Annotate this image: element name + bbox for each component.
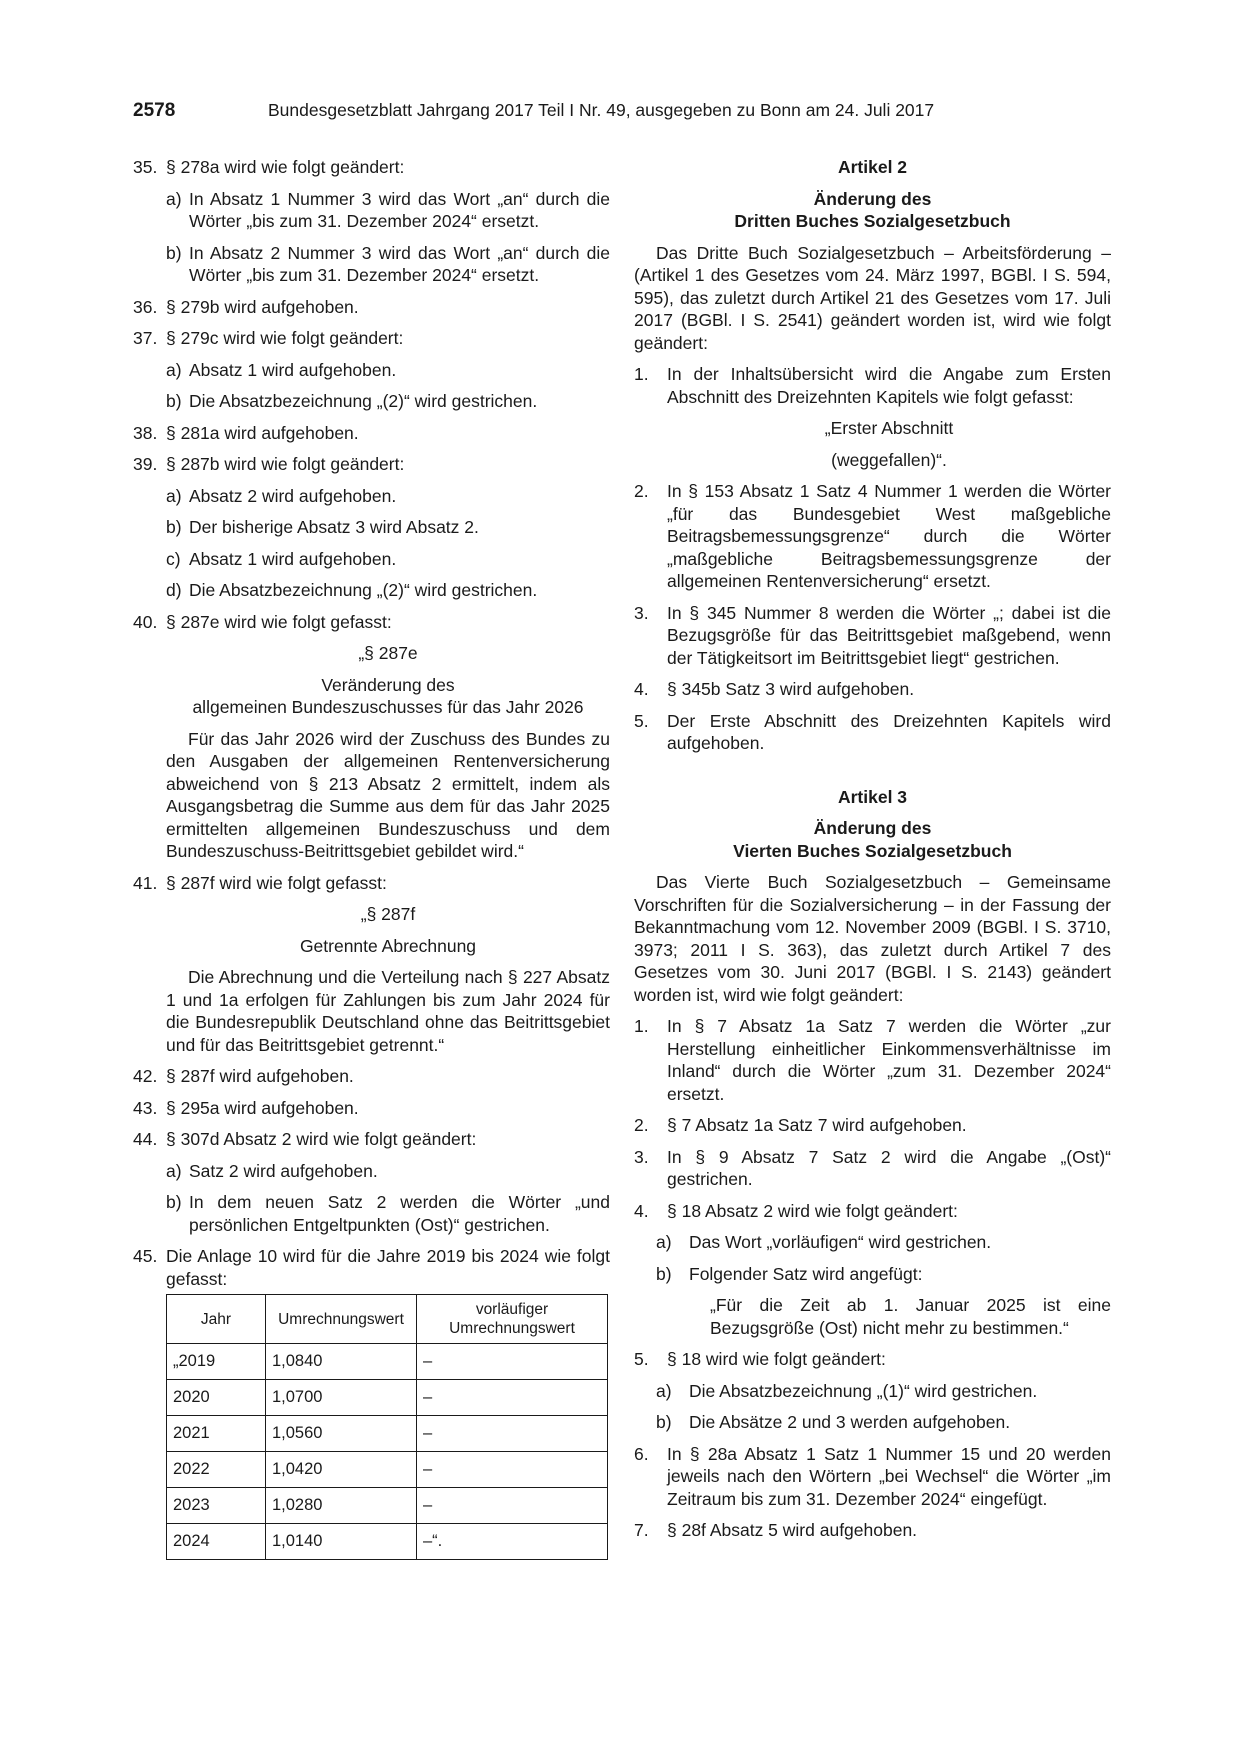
page-number: 2578 bbox=[133, 100, 176, 121]
conversion-table bbox=[166, 1294, 608, 1560]
list-item: 38. § 281a wird aufgehoben. bbox=[133, 422, 359, 443]
list-subitem: a) Das Wort „vorläufigen“ wird gestrichen. bbox=[656, 1232, 992, 1252]
paragraph-title: Veränderung des allgemeinen Bundeszuschusses für das Jahr 2026 bbox=[192, 674, 584, 717]
list-item: 36. § 279b wird aufgehoben. bbox=[133, 296, 359, 317]
article-heading: Artikel 3 bbox=[837, 786, 908, 807]
table-header-row bbox=[167, 1295, 608, 1344]
table-row: „2019 1,0840 – bbox=[167, 1344, 608, 1380]
list-item: 37. § 279c wird wie folgt geändert: bbox=[133, 328, 404, 348]
list-subitem: a) Satz 2 wird aufgehoben. bbox=[166, 1160, 378, 1181]
list-item: 1. In § 7 Absatz 1a Satz 7 werden die Wörter „zur Herstellung einheitlicher Einkommensverhältnisse im Inland“ durch die Wörter „zum 31. Dezember 2024“ ersetzt. bbox=[634, 1016, 1111, 1104]
list-item: 41. § 287f wird wie folgt gefasst: bbox=[133, 872, 387, 893]
list-item: 43. § 295a wird aufgehoben. bbox=[133, 1097, 359, 1118]
list-item: 5. § 18 wird wie folgt geändert: bbox=[634, 1349, 886, 1369]
list-subitem: b) Der bisherige Absatz 3 wird Absatz 2. bbox=[166, 517, 479, 537]
list-item: 7. § 28f Absatz 5 wird aufgehoben. bbox=[634, 1520, 918, 1540]
table-row: 2021 1,0560 – bbox=[167, 1416, 608, 1452]
quoted-sentence: „Für die Zeit ab 1. Januar 2025 ist eine Bezugsgröße (Ost) nicht mehr zu bestimmen.“ bbox=[710, 1295, 1111, 1338]
paragraph-number: „§ 287f bbox=[360, 904, 416, 924]
list-subitem: b) In Absatz 2 Nummer 3 wird das Wort „an“ durch die Wörter „bis zum 31. Dezember 2024“ ersetzt. bbox=[166, 242, 610, 285]
article-heading: Artikel 2 bbox=[837, 157, 908, 177]
article-title: Änderung des Dritten Buches Sozialgesetzbuch bbox=[734, 188, 1011, 231]
list-item: 39. § 287b wird wie folgt geändert: bbox=[133, 454, 405, 474]
table-header: vorläufiger Umrechnungswert bbox=[417, 1295, 608, 1344]
list-item: 6. In § 28a Absatz 1 Satz 1 Nummer 15 und 20 werden jeweils nach den Wörtern „bei Wechsel“ die Wörter „im Zeitraum bis zum 31. Dezember 2024“ eingefügt. bbox=[634, 1443, 1111, 1509]
article-intro: Das Dritte Buch Sozialgesetzbuch – Arbeitsförderung – (Artikel 1 des Gesetzes vom 24. März 1997, BGBl. I S. 594, 595), das zuletzt durch Artikel 21 des Gesetzes vom 17. Juli 2017 (BGBl. I S. 2541) geändert worden ist, wird wie folgt geändert: bbox=[634, 242, 1111, 353]
list-item: 2. In § 153 Absatz 1 Satz 4 Nummer 1 werden die Wörter „für das Bundesgebiet West maßgebliche Beitragsbemessungsgrenze“ durch die Wörter „maßgebliche Beitragsbemessungsgrenze der allgemeinen Rentenversicherung“ ersetzt. bbox=[634, 481, 1111, 591]
table-row: 2023 1,0280 – bbox=[167, 1488, 608, 1524]
list-subitem: b) Folgender Satz wird angefügt: bbox=[656, 1263, 923, 1284]
list-subitem: a) Absatz 1 wird aufgehoben. bbox=[166, 359, 397, 380]
list-item: 44. § 307d Absatz 2 wird wie folgt geändert: bbox=[133, 1129, 477, 1149]
list-subitem: a) Absatz 2 wird aufgehoben. bbox=[166, 485, 397, 506]
quoted-section: „Erster Abschnitt (weggefallen)“. bbox=[824, 418, 954, 470]
page-header bbox=[133, 100, 978, 126]
paragraph-body: Die Abrechnung und die Verteilung nach § 227 Absatz 1 und 1a erfolgen für Zahlungen bis zum Jahr 2024 für die Bundesrepublik Deutschland ohne das Beitrittsgebiet und für das Beitrittsgebiet getrennt.“ bbox=[166, 967, 610, 1055]
list-item: 2. § 7 Absatz 1a Satz 7 wird aufgehoben. bbox=[634, 1115, 967, 1135]
paragraph-title: Getrennte Abrechnung bbox=[299, 935, 477, 956]
quoted-section bbox=[133, 903, 610, 957]
article-intro: Das Vierte Buch Sozialgesetzbuch – Gemeinsame Vorschriften für die Sozialversicherung – in der Fassung der Bekanntmachung vom 12. November 2009 (BGBl. I S. 3710, 3973; 2011 I S. 363), das zuletzt durch Artikel 7 des Gesetzes vom 30. Juni 2017 (BGBl. I S. 2143) geändert worden ist, wird wie folgt geändert: bbox=[634, 872, 1111, 1005]
list-subitem: a) Die Absatzbezeichnung „(1)“ wird gestrichen. bbox=[656, 1380, 1038, 1401]
left-column bbox=[133, 156, 610, 1560]
running-head: Bundesgesetzblatt Jahrgang 2017 Teil I Nr. 49, ausgegeben zu Bonn am 24. Juli 2017 bbox=[268, 100, 935, 120]
list-item: 1. In der Inhaltsübersicht wird die Angabe zum Ersten Abschnitt des Dreizehnten Kapitels wie folgt gefasst: bbox=[634, 364, 1111, 407]
list-item: 35. § 278a wird wie folgt geändert: bbox=[133, 157, 405, 177]
table-row: 2020 1,0700 – bbox=[167, 1380, 608, 1416]
list-item: 3. In § 345 Nummer 8 werden die Wörter „; dabei ist die Bezugsgröße für das Beitrittsgebiet maßgebend, wenn der Tätigkeitsort im Beitrittsgebiet liegt“ gestrichen. bbox=[634, 602, 1111, 668]
table-row: 2024 1,0140 –“. bbox=[167, 1524, 608, 1560]
list-item: 45. Die Anlage 10 wird für die Jahre 2019 bis 2024 wie folgt gefasst: bbox=[133, 1246, 610, 1289]
list-subitem: d) Die Absatzbezeichnung „(2)“ wird gestrichen. bbox=[166, 580, 538, 600]
list-subitem: b) Die Absätze 2 und 3 werden aufgehoben. bbox=[656, 1412, 1011, 1432]
table-header: Umrechnungswert bbox=[266, 1295, 417, 1344]
list-item: 4. § 345b Satz 3 wird aufgehoben. bbox=[634, 679, 915, 699]
quoted-section bbox=[133, 642, 610, 719]
list-item: 3. In § 9 Absatz 7 Satz 2 wird die Angabe „(Ost)“ gestrichen. bbox=[634, 1146, 1111, 1189]
paragraph-number: „§ 287e bbox=[358, 643, 418, 663]
list-item: 5. Der Erste Abschnitt des Dreizehnten Kapitels wird aufgehoben. bbox=[634, 710, 1111, 753]
paragraph-body: Für das Jahr 2026 wird der Zuschuss des Bundes zu den Ausgaben der allgemeinen Rentenversicherung abweichend von § 213 Absatz 2 ermittelt, indem als Ausgangsbetrag die Summe aus dem für das Jahr 2025 ermittelten allgemeinen Bundeszuschuss und dem Bundeszuschuss-Beitrittsgebiet gebildet wird.“ bbox=[166, 728, 610, 861]
list-subitem: b) In dem neuen Satz 2 werden die Wörter „und persönlichen Entgeltpunkten (Ost)“ gestrichen. bbox=[166, 1192, 610, 1235]
article-title: Änderung des Vierten Buches Sozialgesetzbuch bbox=[733, 818, 1012, 861]
table-row: 2022 1,0420 – bbox=[167, 1452, 608, 1488]
right-column bbox=[634, 156, 1111, 1551]
list-item: 42. § 287f wird aufgehoben. bbox=[133, 1066, 354, 1086]
table-header: Jahr bbox=[167, 1295, 266, 1344]
list-item: 4. § 18 Absatz 2 wird wie folgt geändert: bbox=[634, 1200, 958, 1221]
list-subitem: b) Die Absatzbezeichnung „(2)“ wird gestrichen. bbox=[166, 391, 538, 411]
list-subitem: c) Absatz 1 wird aufgehoben. bbox=[166, 548, 397, 569]
list-subitem: a) In Absatz 1 Nummer 3 wird das Wort „an“ durch die Wörter „bis zum 31. Dezember 2024“ ersetzt. bbox=[166, 188, 610, 231]
list-item: 40. § 287e wird wie folgt gefasst: bbox=[133, 611, 392, 632]
